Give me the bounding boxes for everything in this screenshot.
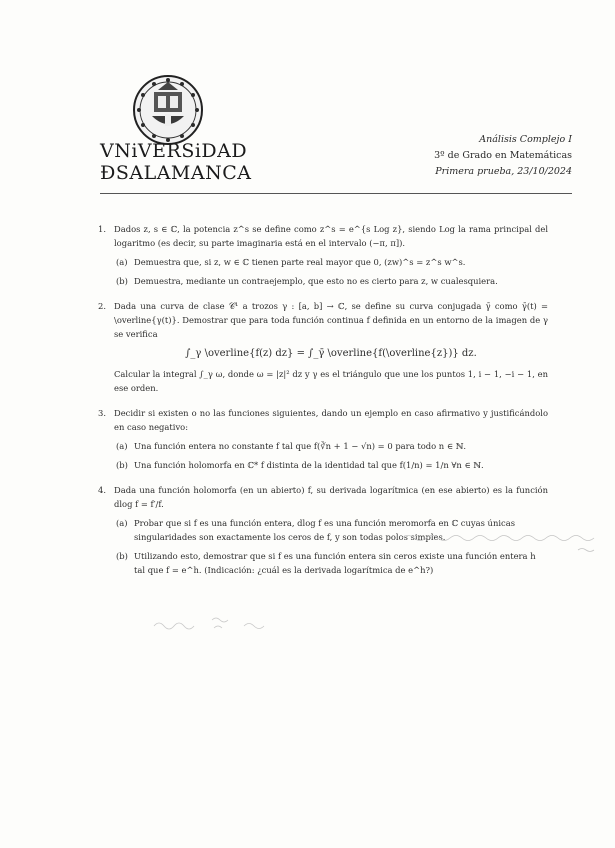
- problem-number: 3.: [98, 408, 106, 418]
- university-name-line1: VNiVERSiDAD: [100, 140, 248, 162]
- problem-statement: Dada una curva de clase 𝒞¹ a trozos γ : [a, b] → ℂ, se define su curva conjugada γ̄ como γ̄(t) = \overline{γ(t)}. Demostrar que para toda función continua f definida en un entorno de la imagen de γ se verifica: [114, 301, 548, 339]
- university-name: [100, 140, 251, 184]
- university-name-line2: ÐSALAMANCA: [100, 162, 252, 184]
- problem-statement: Decidir si existen o no las funciones siguientes, dando un ejemplo en caso afirmativo y justificándolo en caso negativo:: [114, 408, 548, 432]
- subitem-label: (b): [116, 551, 128, 561]
- subitem-text: Probar que si f es una función entera, dlog f es una función meromorfa en ℂ cuyas únicas singularidades son exactamente los ceros de f, y son todas polos simples.: [134, 518, 516, 542]
- problem-number: 4.: [98, 485, 106, 495]
- display-equation: ∫_γ \overline{f(z) dz} = ∫_γ̄ \overline{f(\overline{z})} dz.: [185, 348, 477, 359]
- course-title: Análisis Complejo I: [479, 134, 572, 145]
- problem-2: [98, 299, 548, 395]
- subitem-label: (a): [116, 518, 128, 528]
- subitem-text: Una función holomorfa en ℂ* f distinta de la identidad tal que f(1/n) = 1/n ∀n ∈ ℕ.: [134, 460, 484, 470]
- subitem-label: (a): [116, 257, 128, 267]
- exam-date: Primera prueba, 23/10/2024: [435, 166, 572, 177]
- handwritten-scribble: [400, 528, 600, 558]
- header-divider: [100, 193, 572, 194]
- subitem-label: (b): [116, 276, 128, 286]
- subitem-label: (b): [116, 460, 128, 470]
- problem-3: [98, 406, 548, 472]
- problem-followup: Calcular la integral ∫_γ ω, donde ω = |z|² dz y γ es el triángulo que une los puntos 1, i − 1, −i − 1, en ese orden.: [114, 369, 548, 393]
- subitem-text: Utilizando esto, demostrar que si f es una función entera sin ceros existe una función entera h tal que f = e^h. (Indicación: ¿cuál es la derivada logarítmica de e^h?): [134, 551, 536, 575]
- course-info: [434, 132, 572, 180]
- problem-statement: Dados z, s ∈ ℂ, la potencia z^s se define como z^s = e^{s Log z}, siendo Log la rama principal del logaritmo (es decir, su parte imaginaria está en el intervalo (−π, π]).: [114, 224, 548, 248]
- degree-line: 3º de Grado en Matemáticas: [434, 150, 572, 161]
- handwritten-scribble: [152, 612, 282, 634]
- subitem-text: Una función entera no constante f tal que f(∛n + 1 − √n) = 0 para todo n ∈ ℕ.: [134, 441, 467, 451]
- problem-1: [98, 222, 548, 288]
- subitem: [114, 274, 548, 288]
- university-seal-icon: [132, 74, 204, 146]
- subitem: [114, 255, 548, 269]
- problem-number: 2.: [98, 301, 106, 311]
- subitem: [114, 439, 548, 453]
- subitem-text: Demuestra que, si z, w ∈ ℂ tienen parte real mayor que 0, (zw)^s = z^s w^s.: [134, 257, 466, 267]
- subitem: [114, 458, 548, 472]
- problem-statement: Dada una función holomorfa (en un abierto) f, su derivada logarítmica (en ese abierto) es la función dlog f = f′/f.: [114, 485, 548, 509]
- subitem-text: Demuestra, mediante un contraejemplo, que esto no es cierto para z, w cualesquiera.: [134, 276, 498, 286]
- subitem-label: (a): [116, 441, 128, 451]
- problem-number: 1.: [98, 224, 106, 234]
